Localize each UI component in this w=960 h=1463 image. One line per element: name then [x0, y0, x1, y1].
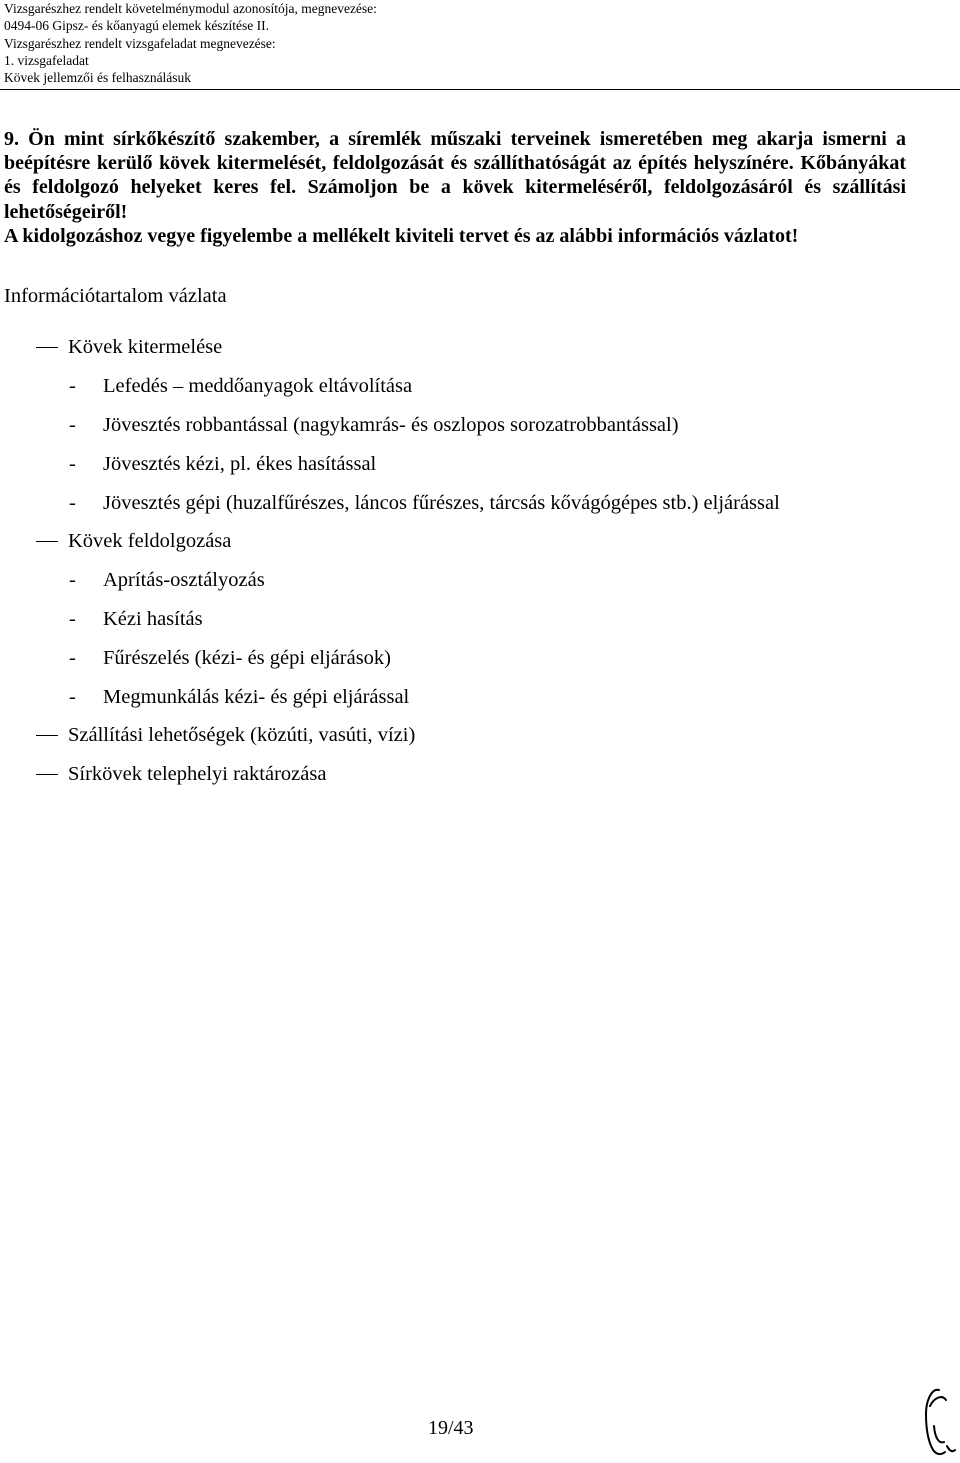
- outline-section-title: Kövek feldolgozása: [68, 530, 232, 552]
- dash-bullet: -: [69, 414, 76, 436]
- outline-section-title: Sírkövek telephelyi raktározása: [68, 763, 327, 785]
- dash-bullet: [36, 347, 58, 348]
- outline-item-text: Megmunkálás kézi- és gépi eljárással: [103, 686, 410, 708]
- dash-bullet: -: [69, 647, 76, 669]
- dash-bullet: -: [69, 492, 76, 514]
- header-module-name: 0494-06 Gipsz- és kőanyagú elemek készítése II.: [4, 18, 270, 34]
- task-description: [4, 127, 906, 248]
- task-instruction: A kidolgozáshoz vegye figyelembe a mellékelt kiviteli tervet és az alábbi információs vázlatot!: [4, 224, 799, 247]
- outline-item-text: Lefedés – meddőanyagok eltávolítása: [103, 375, 413, 397]
- outline-title: Információtartalom vázlata: [4, 285, 227, 307]
- signature-mark: [918, 1384, 958, 1459]
- outline-item-text: Kézi hasítás: [103, 608, 203, 630]
- header-module-label: Vizsgarészhez rendelt követelménymodul azonosítója, megnevezése:: [4, 1, 377, 16]
- document-header: [4, 0, 944, 86]
- outline-item-text: Jövesztés gépi (huzalfűrészes, láncos fűrészes, tárcsás kővágógépes stb.) eljárással: [103, 492, 780, 514]
- outline-item-text: Jövesztés robbantással (nagykamrás- és oszlopos sorozatrobbantással): [103, 414, 679, 436]
- outline-section-title: Kövek kitermelése: [68, 336, 223, 358]
- header-task-name: Kövek jellemzői és felhasználásuk: [4, 70, 192, 86]
- header-task-label: Vizsgarészhez rendelt vizsgafeladat megnevezése:: [4, 35, 276, 51]
- outline-item-text: Jövesztés kézi, pl. ékes hasítással: [103, 453, 377, 475]
- header-divider: [0, 89, 960, 90]
- dash-bullet: [36, 735, 58, 736]
- dash-bullet: -: [69, 569, 76, 591]
- dash-bullet: -: [69, 375, 76, 397]
- outline-section-title: Szállítási lehetőségek (közúti, vasúti, vízi): [68, 724, 416, 746]
- dash-bullet: -: [69, 608, 76, 630]
- dash-bullet: [36, 541, 58, 542]
- header-task-number: 1. vizsgafeladat: [4, 52, 89, 68]
- page-number: 19/43: [428, 1417, 474, 1439]
- dash-bullet: [36, 774, 58, 775]
- dash-bullet: -: [69, 686, 76, 708]
- task-paragraph: 9. Ön mint sírkőkészítő szakember, a síremlék műszaki terveinek ismeretében meg akarja ismerni a beépítésre kerülő kövek kitermelését, feldolgozását és szállíthatóságát az építés helyszínére. Kőbányákat és feldolgozó helyeket keres fel. Számoljon be a kövek kitermeléséről, feldolgozásáról és szállítási lehetőségeiről!: [4, 128, 906, 223]
- outline-item-text: Aprítás-osztályozás: [103, 569, 265, 591]
- dash-bullet: -: [69, 453, 76, 475]
- outline-item-text: Fűrészelés (kézi- és gépi eljárások): [103, 647, 392, 669]
